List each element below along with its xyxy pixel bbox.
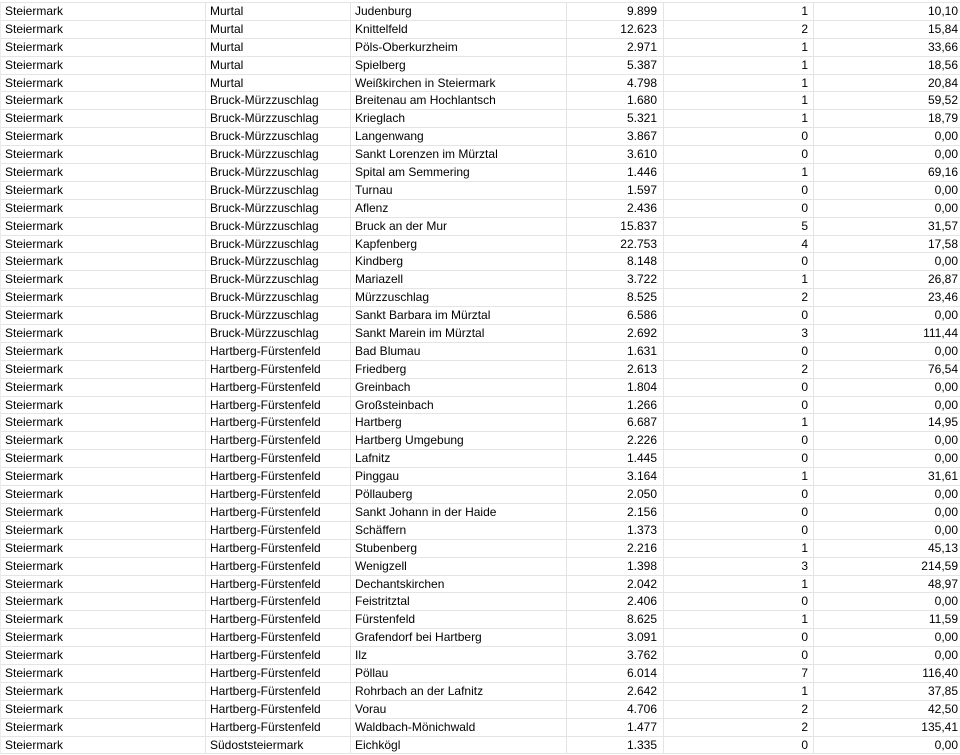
cell-population[interactable]: 2.971 [567,39,664,57]
cell-count[interactable]: 0 [664,522,814,540]
table-row [1,110,960,128]
cell-count[interactable]: 0 [664,450,814,468]
cell-state[interactable]: Steiermark [1,253,206,271]
cell-municipality[interactable]: Grafendorf bei Hartberg [351,629,567,647]
cell-state[interactable]: Steiermark [1,737,206,755]
cell-count[interactable]: 0 [664,343,814,361]
cell-count[interactable]: 1 [664,271,814,289]
cell-count[interactable]: 1 [664,92,814,110]
cell-state[interactable]: Steiermark [1,379,206,397]
cell-count[interactable]: 2 [664,719,814,737]
cell-population[interactable]: 3.867 [567,128,664,146]
table-row [1,504,960,522]
cell-rate[interactable]: 10,10 [814,3,960,21]
cell-district[interactable]: Bruck-Mürzzuschlag [206,182,351,200]
cell-state[interactable]: Steiermark [1,397,206,415]
cell-district[interactable]: Hartberg-Fürstenfeld [206,432,351,450]
cell-population[interactable]: 22.753 [567,236,664,254]
cell-district[interactable]: Hartberg-Fürstenfeld [206,719,351,737]
table-row [1,218,960,236]
cell-district[interactable]: Hartberg-Fürstenfeld [206,558,351,576]
cell-state[interactable]: Steiermark [1,629,206,647]
cell-rate[interactable]: 0,00 [814,629,960,647]
table-row [1,450,960,468]
table-row [1,593,960,611]
cell-state[interactable]: Steiermark [1,719,206,737]
cell-municipality[interactable]: Knittelfeld [351,21,567,39]
table-row [1,611,960,629]
table-row [1,3,960,21]
cell-count[interactable]: 5 [664,218,814,236]
cell-district[interactable]: Hartberg-Fürstenfeld [206,647,351,665]
cell-municipality[interactable]: Vorau [351,701,567,719]
cell-population[interactable]: 4.706 [567,701,664,719]
cell-municipality[interactable]: Kindberg [351,253,567,271]
cell-rate[interactable]: 15,84 [814,21,960,39]
cell-municipality[interactable]: Turnau [351,182,567,200]
cell-municipality[interactable]: Hartberg Umgebung [351,432,567,450]
table-row [1,146,960,164]
table-row [1,397,960,415]
cell-district[interactable]: Hartberg-Fürstenfeld [206,450,351,468]
table-row [1,379,960,397]
cell-population[interactable]: 2.406 [567,593,664,611]
cell-population[interactable]: 8.525 [567,289,664,307]
cell-population[interactable]: 1.373 [567,522,664,540]
cell-count[interactable]: 2 [664,289,814,307]
cell-district[interactable]: Hartberg-Fürstenfeld [206,486,351,504]
cell-count[interactable]: 3 [664,325,814,343]
cell-state[interactable]: Steiermark [1,611,206,629]
cell-municipality[interactable]: Lafnitz [351,450,567,468]
cell-population[interactable]: 3.091 [567,629,664,647]
cell-municipality[interactable]: Ilz [351,647,567,665]
cell-state[interactable]: Steiermark [1,289,206,307]
cell-rate[interactable]: 33,66 [814,39,960,57]
cell-count[interactable]: 1 [664,414,814,432]
table-row [1,92,960,110]
cell-count[interactable]: 0 [664,128,814,146]
cell-district[interactable]: Hartberg-Fürstenfeld [206,665,351,683]
cell-count[interactable]: 1 [664,57,814,75]
table-row [1,57,960,75]
cell-rate[interactable]: 18,79 [814,110,960,128]
cell-count[interactable]: 1 [664,39,814,57]
cell-count[interactable]: 0 [664,737,814,755]
table-row [1,647,960,665]
table-row [1,325,960,343]
cell-rate[interactable]: 18,56 [814,57,960,75]
cell-district[interactable]: Hartberg-Fürstenfeld [206,576,351,594]
cell-municipality[interactable]: Eichkögl [351,737,567,755]
cell-population[interactable]: 3.610 [567,146,664,164]
cell-municipality[interactable]: Dechantskirchen [351,576,567,594]
cell-rate[interactable]: 48,97 [814,576,960,594]
cell-state[interactable]: Steiermark [1,647,206,665]
cell-municipality[interactable]: Pöllauberg [351,486,567,504]
table-row [1,719,960,737]
cell-population[interactable]: 6.687 [567,414,664,432]
cell-district[interactable]: Murtal [206,3,351,21]
cell-district[interactable]: Bruck-Mürzzuschlag [206,218,351,236]
cell-population[interactable]: 2.216 [567,540,664,558]
cell-district[interactable]: Hartberg-Fürstenfeld [206,343,351,361]
cell-rate[interactable]: 59,52 [814,92,960,110]
cell-district[interactable]: Bruck-Mürzzuschlag [206,307,351,325]
cell-count[interactable]: 1 [664,3,814,21]
cell-count[interactable]: 1 [664,683,814,701]
cell-rate[interactable]: 37,85 [814,683,960,701]
cell-population[interactable]: 1.266 [567,397,664,415]
cell-state[interactable]: Steiermark [1,361,206,379]
cell-population[interactable]: 2.226 [567,432,664,450]
cell-count[interactable]: 7 [664,665,814,683]
cell-population[interactable]: 2.042 [567,576,664,594]
cell-count[interactable]: 1 [664,468,814,486]
cell-population[interactable]: 2.642 [567,683,664,701]
cell-district[interactable]: Bruck-Mürzzuschlag [206,253,351,271]
cell-population[interactable]: 1.445 [567,450,664,468]
cell-state[interactable]: Steiermark [1,92,206,110]
cell-municipality[interactable]: Pöllau [351,665,567,683]
cell-rate[interactable]: 31,61 [814,468,960,486]
table-row [1,343,960,361]
cell-district[interactable]: Hartberg-Fürstenfeld [206,683,351,701]
cell-count[interactable]: 1 [664,110,814,128]
cell-rate[interactable]: 0,00 [814,343,960,361]
cell-count[interactable]: 0 [664,647,814,665]
cell-rate[interactable]: 0,00 [814,146,960,164]
cell-count[interactable]: 1 [664,611,814,629]
cell-state[interactable]: Steiermark [1,200,206,218]
cell-count[interactable]: 0 [664,253,814,271]
table-row [1,289,960,307]
cell-state[interactable]: Steiermark [1,683,206,701]
cell-state[interactable]: Steiermark [1,164,206,182]
cell-state[interactable]: Steiermark [1,504,206,522]
cell-population[interactable]: 15.837 [567,218,664,236]
table-row [1,558,960,576]
cell-rate[interactable]: 69,16 [814,164,960,182]
cell-state[interactable]: Steiermark [1,218,206,236]
cell-state[interactable]: Steiermark [1,450,206,468]
cell-count[interactable]: 0 [664,486,814,504]
cell-rate[interactable]: 14,95 [814,414,960,432]
cell-district[interactable]: Hartberg-Fürstenfeld [206,701,351,719]
table-row [1,361,960,379]
table-row [1,182,960,200]
cell-rate[interactable]: 17,58 [814,236,960,254]
cell-district[interactable]: Hartberg-Fürstenfeld [206,522,351,540]
cell-population[interactable]: 6.014 [567,665,664,683]
cell-rate[interactable]: 76,54 [814,361,960,379]
cell-district[interactable]: Hartberg-Fürstenfeld [206,361,351,379]
cell-municipality[interactable]: Großsteinbach [351,397,567,415]
cell-count[interactable]: 1 [664,576,814,594]
cell-municipality[interactable]: Pöls-Oberkurzheim [351,39,567,57]
cell-district[interactable]: Hartberg-Fürstenfeld [206,397,351,415]
cell-state[interactable]: Steiermark [1,343,206,361]
cell-rate[interactable]: 0,00 [814,432,960,450]
cell-count[interactable]: 1 [664,75,814,93]
cell-municipality[interactable]: Krieglach [351,110,567,128]
cell-rate[interactable]: 0,00 [814,379,960,397]
cell-district[interactable]: Murtal [206,21,351,39]
cell-district[interactable]: Murtal [206,39,351,57]
cell-municipality[interactable]: Pinggau [351,468,567,486]
cell-population[interactable]: 1.398 [567,558,664,576]
cell-district[interactable]: Bruck-Mürzzuschlag [206,200,351,218]
cell-municipality[interactable]: Greinbach [351,379,567,397]
cell-rate[interactable]: 0,00 [814,182,960,200]
table-row [1,39,960,57]
cell-rate[interactable]: 0,00 [814,253,960,271]
cell-population[interactable]: 8.625 [567,611,664,629]
cell-count[interactable]: 0 [664,146,814,164]
cell-state[interactable]: Steiermark [1,21,206,39]
table-row [1,21,960,39]
cell-population[interactable]: 1.631 [567,343,664,361]
cell-population[interactable]: 2.436 [567,200,664,218]
cell-municipality[interactable]: Bruck an der Mur [351,218,567,236]
cell-district[interactable]: Bruck-Mürzzuschlag [206,325,351,343]
cell-municipality[interactable]: Langenwang [351,128,567,146]
cell-rate[interactable]: 31,57 [814,218,960,236]
cell-rate[interactable]: 20,84 [814,75,960,93]
cell-state[interactable]: Steiermark [1,39,206,57]
cell-population[interactable]: 5.321 [567,110,664,128]
table-row [1,683,960,701]
cell-municipality[interactable]: Bad Blumau [351,343,567,361]
cell-district[interactable]: Bruck-Mürzzuschlag [206,146,351,164]
cell-state[interactable]: Steiermark [1,468,206,486]
cell-municipality[interactable]: Wenigzell [351,558,567,576]
cell-municipality[interactable]: Judenburg [351,3,567,21]
cell-population[interactable]: 1.680 [567,92,664,110]
cell-state[interactable]: Steiermark [1,593,206,611]
cell-population[interactable]: 1.335 [567,737,664,755]
cell-municipality[interactable]: Aflenz [351,200,567,218]
cell-municipality[interactable]: Feistritztal [351,593,567,611]
cell-municipality[interactable]: Sankt Marein im Mürztal [351,325,567,343]
table-row [1,486,960,504]
cell-rate[interactable]: 0,00 [814,200,960,218]
cell-district[interactable]: Bruck-Mürzzuschlag [206,92,351,110]
table-row [1,414,960,432]
cell-rate[interactable]: 26,87 [814,271,960,289]
cell-population[interactable]: 12.623 [567,21,664,39]
cell-count[interactable]: 0 [664,182,814,200]
cell-count[interactable]: 4 [664,236,814,254]
cell-count[interactable]: 2 [664,701,814,719]
cell-municipality[interactable]: Hartberg [351,414,567,432]
cell-count[interactable]: 2 [664,361,814,379]
cell-state[interactable]: Steiermark [1,182,206,200]
cell-population[interactable]: 9.899 [567,3,664,21]
cell-rate[interactable]: 0,00 [814,593,960,611]
cell-district[interactable]: Bruck-Mürzzuschlag [206,289,351,307]
cell-count[interactable]: 1 [664,164,814,182]
cell-count[interactable]: 0 [664,200,814,218]
cell-population[interactable]: 2.156 [567,504,664,522]
cell-rate[interactable]: 0,00 [814,647,960,665]
cell-municipality[interactable]: Rohrbach an der Lafnitz [351,683,567,701]
cell-district[interactable]: Südoststeiermark [206,737,351,755]
cell-district[interactable]: Hartberg-Fürstenfeld [206,611,351,629]
cell-municipality[interactable]: Friedberg [351,361,567,379]
cell-rate[interactable]: 0,00 [814,522,960,540]
table-row [1,629,960,647]
cell-district[interactable]: Hartberg-Fürstenfeld [206,593,351,611]
table-row [1,236,960,254]
cell-population[interactable]: 3.164 [567,468,664,486]
cell-state[interactable]: Steiermark [1,486,206,504]
cell-count[interactable]: 0 [664,629,814,647]
table-row [1,701,960,719]
table-row [1,253,960,271]
cell-count[interactable]: 1 [664,540,814,558]
table-row [1,522,960,540]
cell-municipality[interactable]: Mariazell [351,271,567,289]
cell-rate[interactable]: 0,00 [814,737,960,755]
cell-rate[interactable]: 45,13 [814,540,960,558]
cell-state[interactable]: Steiermark [1,522,206,540]
cell-municipality[interactable]: Fürstenfeld [351,611,567,629]
cell-rate[interactable]: 135,41 [814,719,960,737]
table-row [1,200,960,218]
cell-state[interactable]: Steiermark [1,236,206,254]
cell-population[interactable]: 4.798 [567,75,664,93]
cell-rate[interactable]: 0,00 [814,307,960,325]
cell-district[interactable]: Bruck-Mürzzuschlag [206,271,351,289]
cell-state[interactable]: Steiermark [1,110,206,128]
cell-state[interactable]: Steiermark [1,701,206,719]
cell-district[interactable]: Bruck-Mürzzuschlag [206,110,351,128]
cell-state[interactable]: Steiermark [1,57,206,75]
cell-district[interactable]: Hartberg-Fürstenfeld [206,468,351,486]
cell-state[interactable]: Steiermark [1,665,206,683]
cell-population[interactable]: 1.597 [567,182,664,200]
table-row [1,75,960,93]
cell-district[interactable]: Murtal [206,75,351,93]
cell-state[interactable]: Steiermark [1,540,206,558]
cell-rate[interactable]: 214,59 [814,558,960,576]
cell-population[interactable]: 1.477 [567,719,664,737]
cell-count[interactable]: 0 [664,432,814,450]
table-row [1,128,960,146]
cell-state[interactable]: Steiermark [1,3,206,21]
cell-municipality[interactable]: Stubenberg [351,540,567,558]
cell-municipality[interactable]: Schäffern [351,522,567,540]
cell-state[interactable]: Steiermark [1,128,206,146]
cell-rate[interactable]: 11,59 [814,611,960,629]
cell-state[interactable]: Steiermark [1,558,206,576]
cell-population[interactable]: 3.762 [567,647,664,665]
cell-population[interactable]: 6.586 [567,307,664,325]
cell-municipality[interactable]: Spital am Semmering [351,164,567,182]
cell-state[interactable]: Steiermark [1,146,206,164]
cell-district[interactable]: Bruck-Mürzzuschlag [206,164,351,182]
table-row [1,271,960,289]
table-row [1,468,960,486]
cell-municipality[interactable]: Breitenau am Hochlantsch [351,92,567,110]
cell-district[interactable]: Bruck-Mürzzuschlag [206,128,351,146]
spreadsheet-grid [0,2,960,754]
cell-count[interactable]: 0 [664,397,814,415]
cell-district[interactable]: Hartberg-Fürstenfeld [206,414,351,432]
cell-rate[interactable]: 0,00 [814,450,960,468]
cell-district[interactable]: Hartberg-Fürstenfeld [206,540,351,558]
cell-rate[interactable]: 0,00 [814,504,960,522]
cell-rate[interactable]: 42,50 [814,701,960,719]
cell-population[interactable]: 2.613 [567,361,664,379]
table-row [1,576,960,594]
cell-state[interactable]: Steiermark [1,271,206,289]
cell-count[interactable]: 0 [664,504,814,522]
cell-municipality[interactable]: Kapfenberg [351,236,567,254]
table-row [1,432,960,450]
cell-rate[interactable]: 111,44 [814,325,960,343]
cell-municipality[interactable]: Sankt Barbara im Mürztal [351,307,567,325]
cell-state[interactable]: Steiermark [1,414,206,432]
cell-rate[interactable]: 0,00 [814,128,960,146]
cell-district[interactable]: Hartberg-Fürstenfeld [206,504,351,522]
cell-population[interactable]: 5.387 [567,57,664,75]
cell-municipality[interactable]: Sankt Lorenzen im Mürztal [351,146,567,164]
table-row [1,540,960,558]
cell-state[interactable]: Steiermark [1,75,206,93]
cell-state[interactable]: Steiermark [1,325,206,343]
cell-district[interactable]: Hartberg-Fürstenfeld [206,379,351,397]
cell-population[interactable]: 3.722 [567,271,664,289]
cell-municipality[interactable]: Spielberg [351,57,567,75]
cell-state[interactable]: Steiermark [1,576,206,594]
cell-count[interactable]: 0 [664,307,814,325]
table-row [1,164,960,182]
cell-count[interactable]: 3 [664,558,814,576]
cell-municipality[interactable]: Waldbach-Mönichwald [351,719,567,737]
cell-rate[interactable]: 23,46 [814,289,960,307]
cell-count[interactable]: 0 [664,593,814,611]
cell-rate[interactable]: 116,40 [814,665,960,683]
cell-population[interactable]: 1.446 [567,164,664,182]
table-row [1,307,960,325]
cell-population[interactable]: 8.148 [567,253,664,271]
cell-district[interactable]: Murtal [206,57,351,75]
cell-municipality[interactable]: Weißkirchen in Steiermark [351,75,567,93]
table-row [1,665,960,683]
cell-population[interactable]: 2.050 [567,486,664,504]
cell-rate[interactable]: 0,00 [814,397,960,415]
cell-state[interactable]: Steiermark [1,307,206,325]
cell-municipality[interactable]: Sankt Johann in der Haide [351,504,567,522]
table-row [1,737,960,755]
cell-state[interactable]: Steiermark [1,432,206,450]
cell-rate[interactable]: 0,00 [814,486,960,504]
cell-count[interactable]: 2 [664,21,814,39]
cell-district[interactable]: Bruck-Mürzzuschlag [206,236,351,254]
cell-population[interactable]: 2.692 [567,325,664,343]
cell-municipality[interactable]: Mürzzuschlag [351,289,567,307]
cell-district[interactable]: Hartberg-Fürstenfeld [206,629,351,647]
cell-population[interactable]: 1.804 [567,379,664,397]
cell-count[interactable]: 0 [664,379,814,397]
